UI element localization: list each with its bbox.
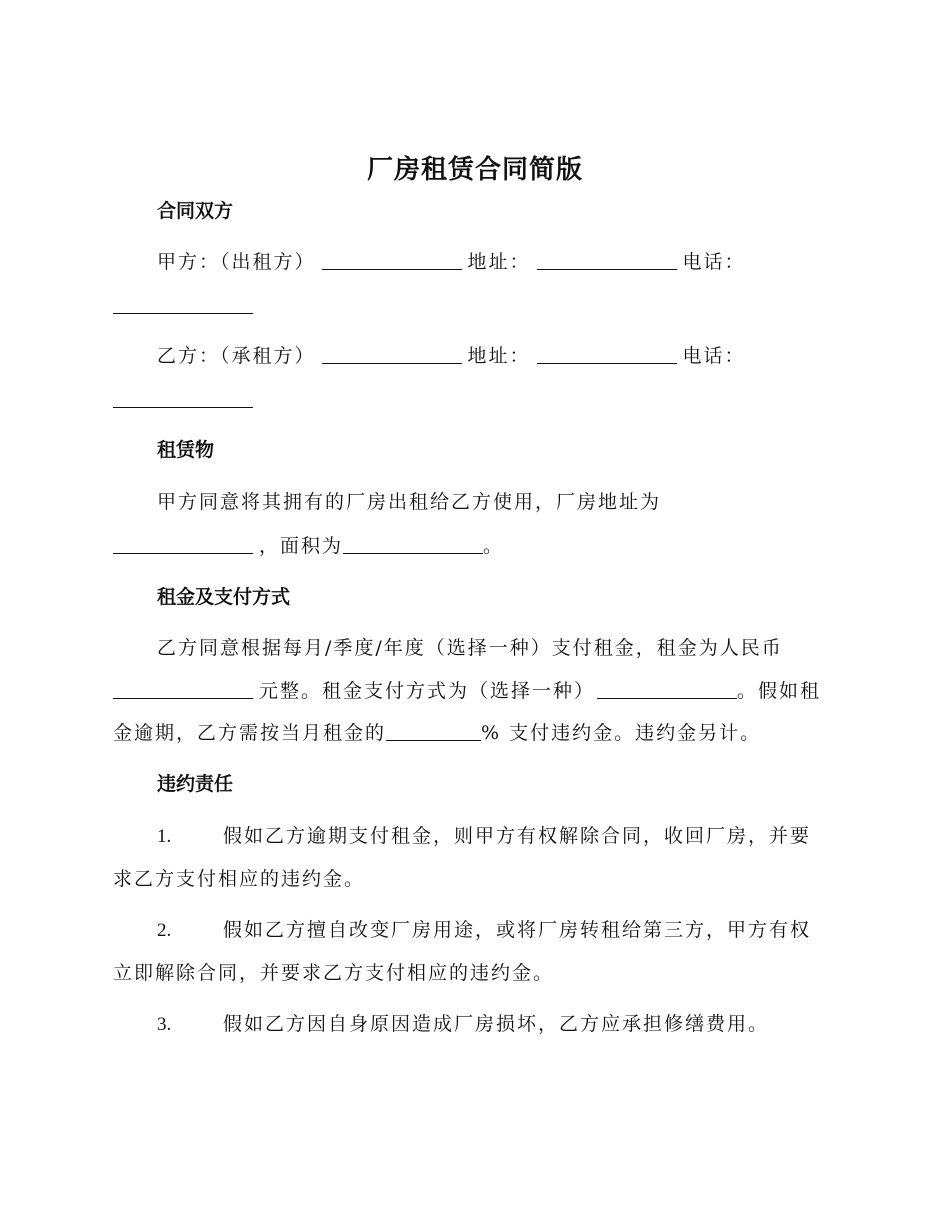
- rent-payment-method-blank: [597, 676, 737, 699]
- property-area-blank: [343, 531, 483, 554]
- party-a-label: 甲方：（出租方）: [157, 251, 316, 273]
- party-a-line: [113, 247, 881, 277]
- rent-line-1: 乙方同意根据每月/季度/年度（选择一种）支付租金，租金为人民币: [157, 637, 783, 659]
- property-area-label: ，面积为: [259, 535, 344, 557]
- property-line-1: 甲方同意将其拥有的厂房出租给乙方使用，厂房地址为: [157, 491, 662, 513]
- breach-item-2-line-2: 立即解除合同，并要求乙方支付相应的违约金。: [113, 962, 555, 984]
- rent-amount-blank: [113, 676, 253, 699]
- rent-line-2-b: 。假如租: [737, 680, 822, 702]
- rent-line-3-a: 金逾期，乙方需按当月租金的: [113, 722, 387, 744]
- breach-item-2-text-1: 假如乙方擅自改变厂房用途，或将厂房转租给第三方，甲方有权: [223, 919, 812, 941]
- property-address-blank: [113, 531, 253, 554]
- party-b-line: [113, 341, 881, 371]
- document-page: [113, 0, 837, 1230]
- breach-item-2-line-1: [113, 915, 881, 946]
- penalty-percent-blank: [386, 718, 481, 741]
- party-a-name-blank: [322, 247, 462, 270]
- rent-line-3: [113, 718, 837, 748]
- party-a-address-label: 地址：: [467, 251, 531, 273]
- party-b-label: 乙方：（承租方）: [157, 345, 316, 367]
- rent-line-2-a: 元整。租金支付方式为（选择一种）: [259, 680, 596, 702]
- breach-item-2-number: 2.: [157, 920, 172, 941]
- party-a-address-blank: [537, 247, 677, 270]
- party-b-phone-label: 电话：: [682, 345, 746, 367]
- rent-line-3-b: % 支付违约金。违约金另计。: [481, 722, 762, 744]
- property-line-2-end: 。: [483, 535, 505, 557]
- section-heading-parties: 合同双方: [157, 200, 234, 222]
- breach-item-3-text-1: 假如乙方因自身原因造成厂房损坏，乙方应承担修缮费用。: [223, 1013, 770, 1035]
- party-a-phone-line: [113, 291, 837, 321]
- section-heading-property: 租赁物: [157, 439, 215, 461]
- breach-item-1-line-2: 求乙方支付相应的违约金。: [113, 868, 366, 890]
- breach-item-3-line-1: [113, 1009, 881, 1040]
- party-a-phone-label: 电话：: [682, 251, 746, 273]
- rent-line-2: [113, 676, 837, 706]
- party-a-phone-blank: [113, 291, 253, 314]
- party-b-phone-blank: [113, 385, 253, 408]
- breach-item-3-number: 3.: [157, 1014, 172, 1035]
- party-b-address-label: 地址：: [467, 345, 531, 367]
- party-b-address-blank: [537, 341, 677, 364]
- party-b-name-blank: [322, 341, 462, 364]
- property-line-2: [113, 531, 837, 561]
- section-heading-breach: 违约责任: [157, 773, 234, 795]
- breach-item-1-line-1: [113, 821, 881, 852]
- section-heading-rent: 租金及支付方式: [157, 586, 291, 608]
- party-b-phone-line: [113, 385, 837, 415]
- breach-item-1-number: 1.: [157, 826, 172, 847]
- document-title: 厂房租赁合同简版: [366, 155, 583, 185]
- breach-item-1-text-1: 假如乙方逾期支付租金，则甲方有权解除合同，收回厂房，并要: [223, 825, 812, 847]
